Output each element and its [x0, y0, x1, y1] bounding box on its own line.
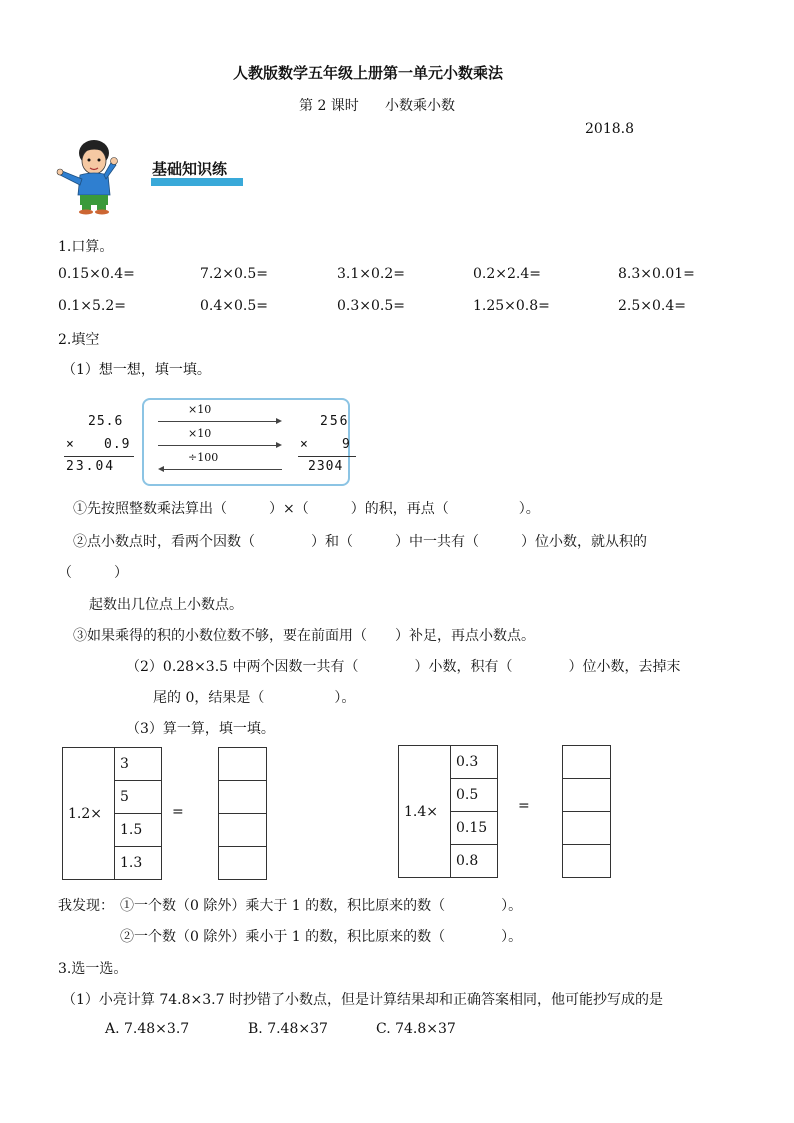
factor-cell [398, 745, 451, 878]
value-text: 3 [120, 756, 129, 772]
q2-heading: 2.填空 [58, 332, 100, 348]
q1-item: 2.5×0.4= [618, 298, 686, 314]
left-result: 23.04 [66, 459, 116, 474]
answer-cell[interactable] [562, 745, 611, 779]
q2-step3: ③如果乘得的积的小数位数不够，要在前面用（ ）补足，再点小数点。 [73, 628, 535, 644]
q1-item: 3.1×0.2= [337, 266, 405, 282]
value-cell [114, 780, 162, 814]
q1-item: 8.3×0.01= [618, 266, 695, 282]
boy-illustration-icon [52, 135, 132, 215]
value-cell [114, 846, 162, 880]
value-text: 0.15 [456, 820, 488, 836]
q1-item: 0.15×0.4= [58, 266, 135, 282]
left-factor-b: 0.9 [104, 437, 131, 452]
right-factor-a: 256 [320, 414, 350, 429]
q2-step2-line1: ②点小数点时，看两个因数（ ）和（ ）中一共有（ ）位小数，就从积的 [73, 534, 647, 550]
value-text: 1.3 [120, 855, 143, 871]
factor-label: 1.2× [68, 805, 102, 822]
arrowhead-right-icon [276, 442, 282, 448]
arrowhead-left-icon [158, 466, 164, 472]
q2-part2-line1: （2）0.28×3.5 中两个因数一共有（ ）小数，积有（ ）位小数，去掉末 [126, 659, 681, 675]
q3-option-b: B. 7.48×37 [248, 1021, 328, 1037]
value-text: 5 [120, 789, 129, 805]
arrow-right-2 [158, 445, 276, 446]
value-text: 0.5 [456, 787, 479, 803]
equals-sign: = [518, 798, 530, 814]
lesson-topic: 小数乘小数 [385, 98, 455, 114]
equals-sign: = [172, 804, 184, 820]
value-text: 0.3 [456, 754, 479, 770]
left-factor-a: 25.6 [88, 414, 124, 429]
arrowhead-right-icon [276, 418, 282, 424]
value-cell [450, 811, 498, 845]
date: 2018.8 [585, 121, 634, 137]
right-result: 2304 [308, 459, 344, 474]
answer-cell[interactable] [218, 780, 267, 814]
right-times-sign: × [300, 437, 308, 452]
value-text: 0.8 [456, 853, 479, 869]
page-title: 人教版数学五年级上册第一单元小数乘法 [233, 64, 504, 82]
section-title-underline [151, 178, 243, 186]
right-rule [298, 456, 356, 457]
answer-cell[interactable] [218, 747, 267, 781]
arrow-label-1: ×10 [188, 403, 212, 416]
value-cell [114, 747, 162, 781]
q2-part2-line2: 尾的 0，结果是（ ）。 [153, 690, 356, 706]
answer-cell[interactable] [562, 844, 611, 878]
q1-item: 7.2×0.5= [200, 266, 268, 282]
left-rule [64, 456, 134, 457]
q3-heading: 3.选一选。 [58, 961, 128, 977]
value-cell [114, 813, 162, 847]
arrow-label-3: ÷100 [188, 451, 219, 464]
answer-cell[interactable] [562, 811, 611, 845]
factor-cell [62, 747, 115, 880]
value-cell [450, 844, 498, 878]
q2-part1-heading: （1）想一想，填一填。 [62, 362, 211, 378]
q1-item: 0.1×5.2= [58, 298, 126, 314]
value-cell [450, 745, 498, 779]
answer-cell[interactable] [218, 813, 267, 847]
discovery-2: ②一个数（0 除外）乘小于 1 的数，积比原来的数（ ）。 [120, 929, 523, 945]
q1-item: 0.2×2.4= [473, 266, 541, 282]
factor-label: 1.4× [404, 803, 438, 820]
arrow-label-2: ×10 [188, 427, 212, 440]
arrow-right-1 [158, 421, 276, 422]
answer-cell[interactable] [218, 846, 267, 880]
answer-cell[interactable] [562, 778, 611, 812]
q3-option-c: C. 74.8×37 [376, 1021, 456, 1037]
q3-option-a: A. 7.48×3.7 [105, 1021, 190, 1037]
q3-part1: （1）小亮计算 74.8×3.7 时抄错了小数点，但是计算结果却和正确答案相同，他可能抄写成的是 [62, 992, 663, 1008]
q1-item: 1.25×0.8= [473, 298, 550, 314]
q1-item: 0.3×0.5= [337, 298, 405, 314]
arrow-left-3 [164, 469, 282, 470]
q2-step2-line3: 起数出几位点上小数点。 [89, 597, 243, 613]
q1-heading: 1.口算。 [58, 239, 114, 255]
value-text: 1.5 [120, 822, 143, 838]
q2-step2-line2: （ ） [58, 565, 128, 581]
section-title: 基础知识练 [152, 160, 228, 178]
discovery-prefix: 我发现： [58, 898, 114, 914]
q1-item: 0.4×0.5= [200, 298, 268, 314]
right-factor-b: 9 [342, 437, 350, 452]
value-cell [450, 778, 498, 812]
q2-step1: ①先按照整数乘法算出（ ）×（ ）的积，再点（ ）。 [73, 501, 540, 517]
discovery-1: ①一个数（0 除外）乘大于 1 的数，积比原来的数（ ）。 [120, 898, 523, 914]
q2-part3-heading: （3）算一算，填一填。 [126, 721, 275, 737]
lesson-number: 第 2 课时 [299, 98, 359, 114]
left-times-sign: × [66, 437, 74, 452]
